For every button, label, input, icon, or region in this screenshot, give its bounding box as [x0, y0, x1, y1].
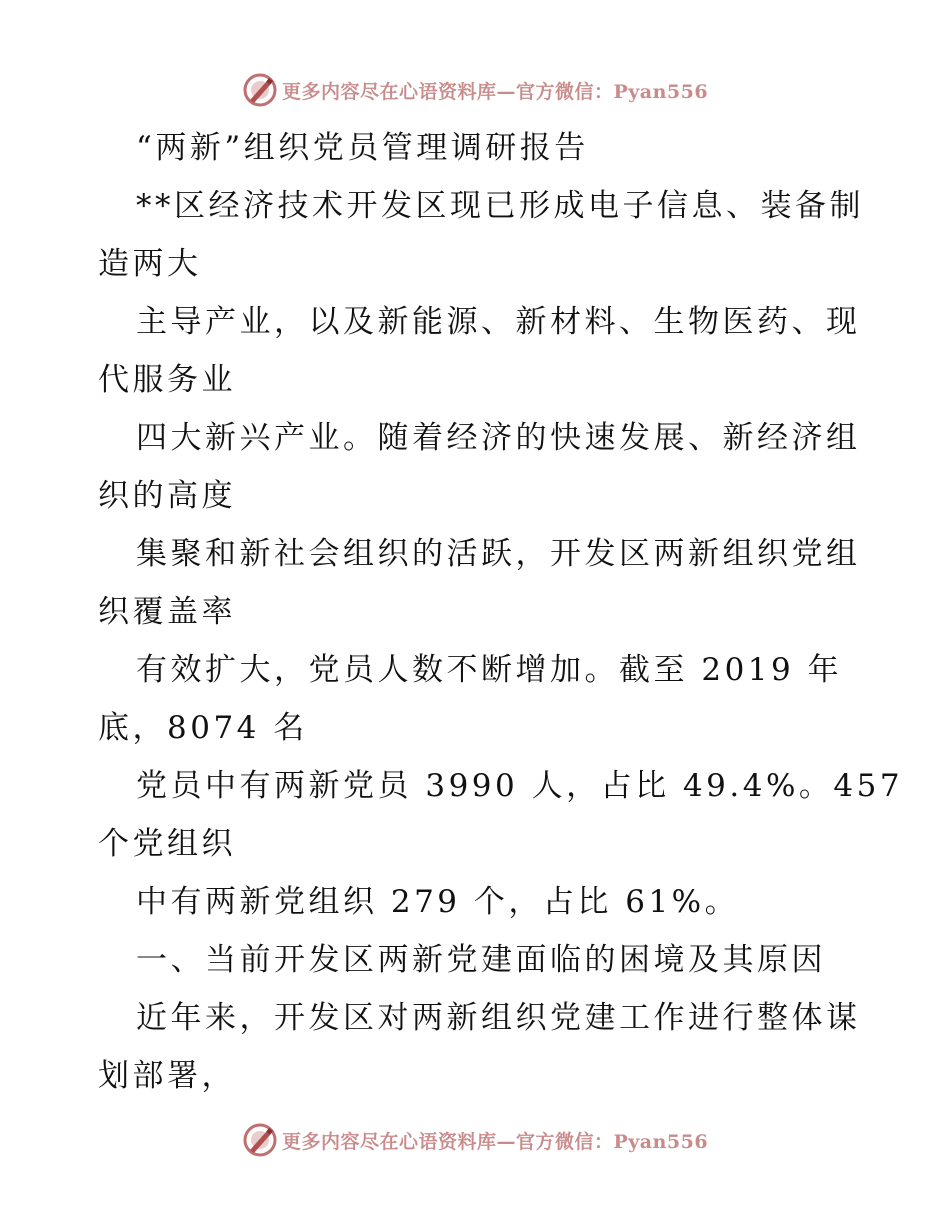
- paragraph-line: 近年来，开发区对两新组织党建工作进行整体谋: [136, 1000, 861, 1036]
- paragraph-line: 织的高度: [98, 478, 236, 514]
- paragraph-line: 造两大: [98, 246, 202, 282]
- paragraph-line: 有效扩大，党员人数不断增加。截至 2019 年: [136, 652, 843, 688]
- paragraph-line: 个党组织: [98, 826, 236, 862]
- paragraph-line: 主导产业，以及新能源、新材料、生物医药、现: [136, 304, 861, 340]
- watermark-footer: [0, 1120, 950, 1160]
- watermark-text: 更多内容尽在心语资料库—官方微信：Pyan556: [281, 80, 709, 103]
- paragraph-line: 底，8074 名: [98, 710, 308, 746]
- watermark-header: [0, 70, 950, 110]
- watermark-text: 更多内容尽在心语资料库—官方微信：Pyan556: [281, 1130, 709, 1153]
- paragraph-line: **区经济技术开发区现已形成电子信息、装备制: [136, 188, 864, 224]
- paragraph-line: 中有两新党组织 279 个，占比 61%。: [136, 884, 740, 920]
- paragraph-line: 四大新兴产业。随着经济的快速发展、新经济组: [136, 420, 861, 456]
- paragraph-line: 集聚和新社会组织的活跃，开发区两新组织党组: [136, 536, 861, 572]
- pen-seal-icon: [242, 1122, 278, 1158]
- paragraph-line: 代服务业: [98, 362, 236, 398]
- paragraph-line: 党员中有两新党员 3990 人，占比 49.4%。457: [136, 768, 904, 804]
- doc-title: “两新”组织党员管理调研报告: [136, 130, 589, 166]
- pen-seal-icon: [242, 72, 278, 108]
- section-heading: 一、当前开发区两新党建面临的困境及其原因: [136, 942, 826, 978]
- paragraph-line: 划部署，: [98, 1058, 236, 1094]
- paragraph-line: 织覆盖率: [98, 594, 236, 630]
